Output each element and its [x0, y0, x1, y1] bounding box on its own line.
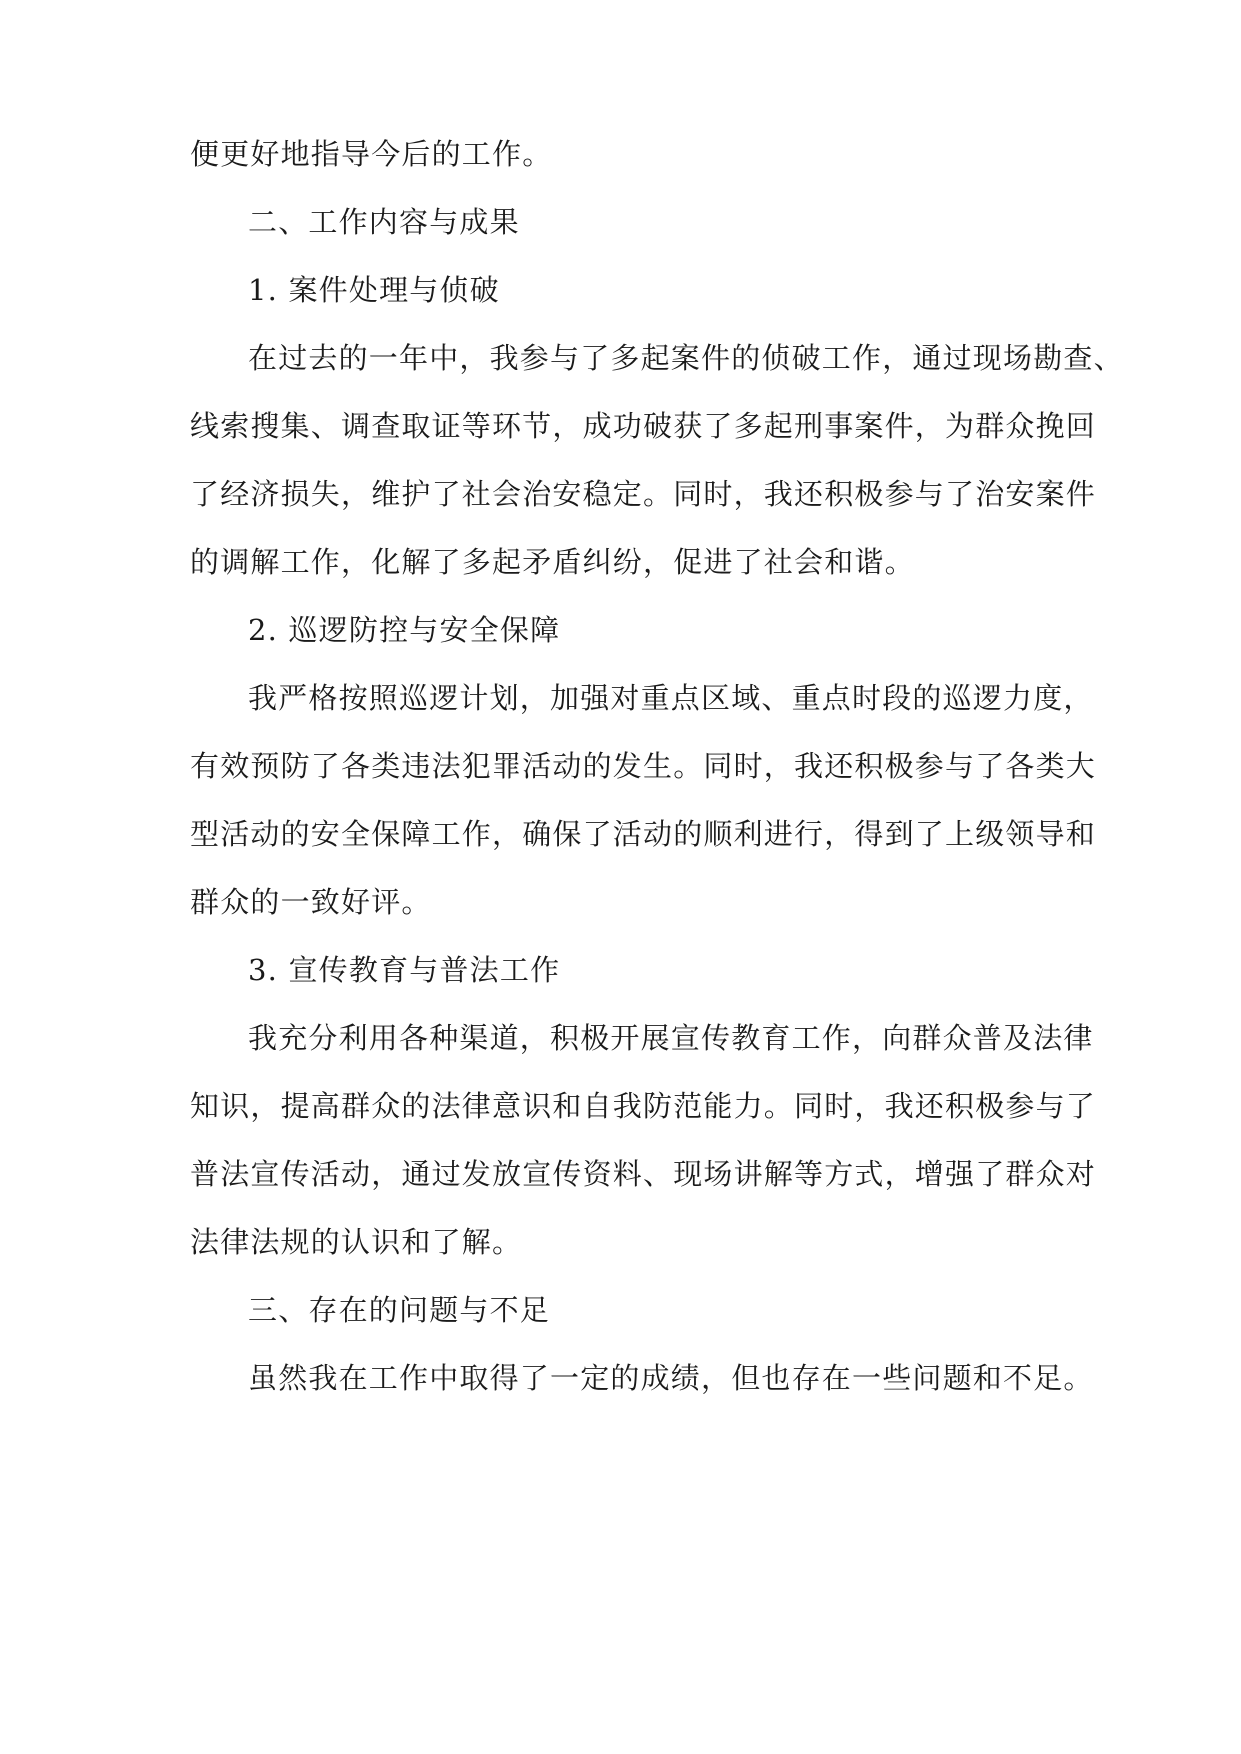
subsection-heading: 2. 巡逻防控与安全保障 [248, 613, 561, 647]
paragraph-line: 线索搜集、调查取证等环节，成功破获了多起刑事案件，为群众挽回 [190, 409, 1097, 443]
paragraph-line: 了经济损失，维护了社会治安稳定。同时，我还积极参与了治安案件 [190, 477, 1097, 511]
paragraph-line: 虽然我在工作中取得了一定的成绩，但也存在一些问题和不足。 [248, 1361, 1094, 1395]
section-heading: 三、存在的问题与不足 [248, 1293, 551, 1327]
paragraph-line: 知识，提高群众的法律意识和自我防范能力。同时，我还积极参与了 [190, 1089, 1097, 1123]
paragraph-line: 有效预防了各类违法犯罪活动的发生。同时，我还积极参与了各类大 [190, 749, 1097, 783]
paragraph-line: 便更好地指导今后的工作。 [190, 137, 553, 171]
paragraph-line: 在过去的一年中，我参与了多起案件的侦破工作，通过现场勘查、 [248, 341, 1124, 375]
paragraph-line: 型活动的安全保障工作，确保了活动的顺利进行，得到了上级领导和 [190, 817, 1097, 851]
section-heading: 二、工作内容与成果 [248, 205, 520, 239]
paragraph-line: 群众的一致好评。 [190, 885, 432, 919]
subsection-heading: 1. 案件处理与侦破 [248, 273, 500, 307]
paragraph-line: 的调解工作，化解了多起矛盾纠纷，促进了社会和谐。 [190, 545, 915, 579]
paragraph-line: 普法宣传活动，通过发放宣传资料、现场讲解等方式，增强了群众对 [190, 1157, 1097, 1191]
paragraph-line: 法律法规的认识和了解。 [190, 1225, 523, 1259]
paragraph-line: 我严格按照巡逻计划，加强对重点区域、重点时段的巡逻力度， [248, 681, 1094, 715]
paragraph-line: 我充分利用各种渠道，积极开展宣传教育工作，向群众普及法律 [248, 1021, 1094, 1055]
subsection-heading: 3. 宣传教育与普法工作 [248, 953, 561, 987]
